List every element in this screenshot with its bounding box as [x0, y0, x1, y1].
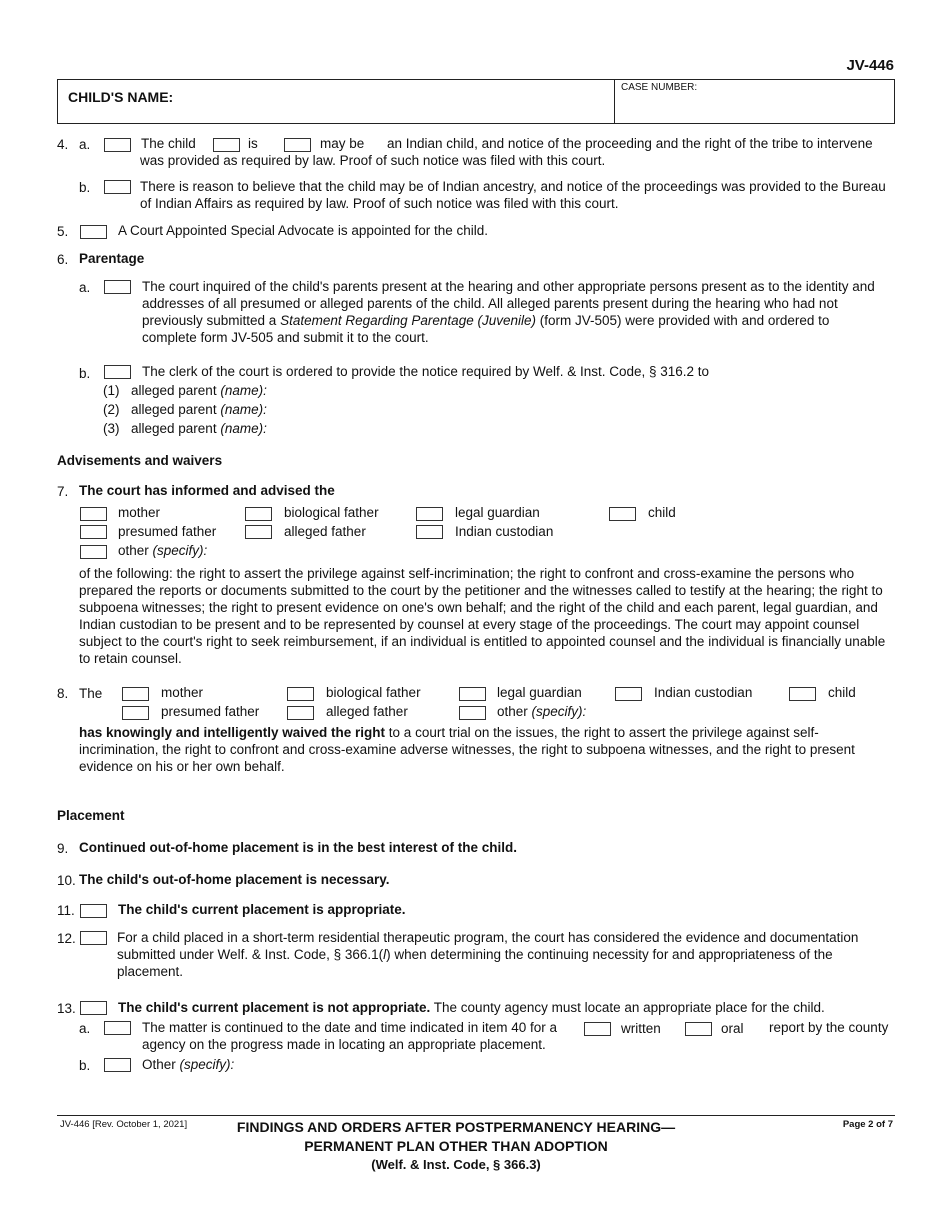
item8-mother-label: mother: [161, 685, 204, 700]
item9-number: 9.: [57, 841, 69, 856]
item13-number: 13.: [57, 1001, 76, 1016]
item6a-label: a.: [79, 280, 91, 295]
parent3-label: [131, 421, 267, 436]
item4a-is-text: is: [248, 136, 258, 151]
item10-number: 10.: [57, 873, 76, 888]
item13b-text: [142, 1057, 234, 1072]
item7-child-label: child: [648, 505, 676, 520]
item8-other-label: [497, 704, 586, 719]
item4b-checkbox[interactable]: [104, 180, 131, 194]
item6a-text-part1: The court inquired of the child's parents present at the hearing and other appropriate persons present as to the identity and addresses of all presumed or alleged parents of the child. All alleged parents present during the hearing who had not previously submitted a: [142, 279, 875, 328]
footer-title-line2: PERMANENT PLAN OTHER THAN ADOPTION: [304, 1138, 608, 1154]
item12-text-part1: For a child placed in a short-term residential therapeutic program, the court has considered the evidence and documentation submitted under Welf. & Inst. Code, § 366.1(: [117, 930, 859, 962]
item13-checkbox[interactable]: [80, 1001, 107, 1015]
item4a-checkbox[interactable]: [104, 138, 131, 152]
item13-rest: The county agency must locate an appropriate place for the child.: [430, 1000, 825, 1015]
item13a-oral-label: oral: [721, 1021, 744, 1036]
item6a-form-title: Statement Regarding Parentage (Juvenile): [280, 313, 536, 328]
item4a-maybe-checkbox[interactable]: [284, 138, 311, 152]
item8-other-checkbox[interactable]: [459, 706, 486, 720]
item13-bold: The child's current placement is not appropriate.: [118, 1000, 431, 1015]
parent2-number: (2): [103, 402, 120, 417]
item6-title: Parentage: [79, 251, 145, 266]
item7-mother-label: mother: [118, 505, 161, 520]
item13a-checkbox[interactable]: [104, 1021, 131, 1035]
item7-bio-father-label: biological father: [284, 505, 379, 520]
item8-custodian-checkbox[interactable]: [615, 687, 642, 701]
item4a-maybe-text: may be: [320, 136, 365, 151]
item8-waived: has knowingly and intelligently waived the right: [79, 725, 386, 740]
footer-title-line3: (Welf. & Inst. Code, § 366.3): [371, 1157, 541, 1172]
item7-guardian-label: legal guardian: [455, 505, 540, 520]
item7-title: The court has informed and advised the: [79, 483, 335, 498]
item7-body: of the following: the right to assert the privilege against self-incrimination; the right to confront and cross-examine the persons who prepared the reports or documents submitted to the court by the petitioner and the witnesses called to testify at the hearing; the right to subpoena witnesses; the right to present evidence on one's own behalf; and the right of the child and each parent, legal guardian, and Indian custodian to be present and to be represented by counsel at every stage of the proceedings. The court may appoint counsel subject to the court's right to seek reimbursement, if an individual is entitled to appointed counsel and the individual is financially unable to retain counsel.: [79, 566, 886, 666]
parent1-name: (name):: [220, 383, 267, 398]
item8-other-specify: (specify):: [531, 704, 587, 719]
item8-presumed-label: presumed father: [161, 704, 260, 719]
item10-text: The child's out-of-home placement is necessary.: [79, 872, 390, 887]
item11-checkbox[interactable]: [80, 904, 107, 918]
item8-bio-father-checkbox[interactable]: [287, 687, 314, 701]
item8-alleged-checkbox[interactable]: [287, 706, 314, 720]
item8-child-checkbox[interactable]: [789, 687, 816, 701]
form-id: JV-446: [846, 57, 894, 74]
item4a-child-text: The child: [141, 136, 196, 151]
item7-mother-checkbox[interactable]: [80, 507, 107, 521]
item13a-text: The matter is continued to the date and time indicated in item 40 for a: [142, 1020, 557, 1035]
item7-alleged-label: alleged father: [284, 524, 366, 539]
item12-subsection: l: [383, 947, 387, 962]
item7-bio-father-checkbox[interactable]: [245, 507, 272, 521]
item7-custodian-label: Indian custodian: [455, 524, 554, 539]
parent1-number: (1): [103, 383, 120, 398]
item8-guardian-checkbox[interactable]: [459, 687, 486, 701]
item5-checkbox[interactable]: [80, 225, 107, 239]
item13b-other: Other: [142, 1057, 176, 1072]
item13b-specify: (specify):: [179, 1057, 235, 1072]
item12-text: [117, 929, 892, 980]
item12-checkbox[interactable]: [80, 931, 107, 945]
item8-mother-checkbox[interactable]: [122, 687, 149, 701]
item13-text: [118, 1000, 825, 1015]
item8-custodian-label: Indian custodian: [654, 685, 753, 700]
item7-presumed-label: presumed father: [118, 524, 217, 539]
item4b-label: b.: [79, 180, 91, 195]
item9-text: Continued out-of-home placement is in the best interest of the child.: [79, 840, 518, 855]
item13a-text-line2: agency on the progress made in locating an appropriate placement.: [142, 1037, 546, 1052]
item4b-text: There is reason to believe that the child may be of Indian ancestry, and notice of the proceedings was provided to the Bureau of Indian Affairs as required by law. Proof of such notice was filed with this court.: [140, 179, 886, 211]
header-box: [57, 79, 895, 124]
item4-number: 4.: [57, 137, 69, 152]
item4a-text-line2: was provided as required by law. Proof of such notice was filed with this court.: [140, 153, 606, 168]
advisements-heading: Advisements and waivers: [57, 453, 223, 468]
item4a-is-checkbox[interactable]: [213, 138, 240, 152]
item8-alleged-label: alleged father: [326, 704, 408, 719]
item13a-written-checkbox[interactable]: [584, 1022, 611, 1036]
item4a-text-line1: an Indian child, and notice of the proceeding and the right of the tribe to intervene: [387, 136, 873, 151]
item6a-text-part2: (form JV-505) were provided with and ordered to complete form JV-505 and submit it to the court.: [142, 313, 830, 345]
case-number-label: CASE NUMBER:: [621, 82, 698, 93]
item7-other-specify: (specify):: [152, 543, 208, 558]
item13b-checkbox[interactable]: [104, 1058, 131, 1072]
parent3-text: alleged parent: [131, 421, 217, 436]
item5-number: 5.: [57, 224, 69, 239]
item7-guardian-checkbox[interactable]: [416, 507, 443, 521]
item13a-oral-checkbox[interactable]: [685, 1022, 712, 1036]
item11-text: The child's current placement is appropriate.: [118, 902, 406, 917]
parent2-text: alleged parent: [131, 402, 217, 417]
item7-presumed-checkbox[interactable]: [80, 525, 107, 539]
item13a-label: a.: [79, 1021, 91, 1036]
item6-number: 6.: [57, 252, 69, 267]
item6a-checkbox[interactable]: [104, 280, 131, 294]
footer-page-number: Page 2 of 7: [842, 1119, 893, 1130]
item8-guardian-label: legal guardian: [497, 685, 582, 700]
item7-other-label: [118, 543, 207, 558]
item8-body: [79, 724, 895, 775]
item12-text-part2: ) when determining the continuing necessity for and appropriateness of the placement.: [117, 947, 833, 979]
header-divider: [614, 79, 615, 124]
item8-bio-father-label: biological father: [326, 685, 421, 700]
footer-rule: [57, 1115, 895, 1116]
item12-number: 12.: [57, 931, 76, 946]
item8-body-rest: to a court trial on the issues, the right to assert the privilege against self-incrimination, the right to confront and cross-examine adverse witnesses, the right to subpoena witnesses, and the right to present evidence on his or her own behalf.: [79, 725, 855, 774]
item8-child-label: child: [828, 685, 856, 700]
parent2-label: [131, 402, 267, 417]
item7-other-text: other: [118, 543, 149, 558]
item13b-label: b.: [79, 1058, 91, 1073]
item7-other-checkbox[interactable]: [80, 545, 107, 559]
parent3-name: (name):: [220, 421, 267, 436]
item6b-text: The clerk of the court is ordered to provide the notice required by Welf. & Inst. Code, § 316.2 to: [142, 364, 710, 379]
item8-the: The: [79, 686, 103, 701]
item7-custodian-checkbox[interactable]: [416, 525, 443, 539]
parent1-label: [131, 383, 267, 398]
item4a-label: a.: [79, 137, 91, 152]
child-name-label: CHILD'S NAME:: [68, 89, 174, 105]
item11-number: 11.: [57, 903, 75, 918]
footer-revision: JV-446 [Rev. October 1, 2021]: [60, 1119, 188, 1130]
item6a-text: [142, 278, 887, 346]
item13a-report-label: report by the county: [769, 1020, 889, 1035]
item6b-label: b.: [79, 366, 91, 381]
item7-number: 7.: [57, 484, 69, 499]
item7-child-checkbox[interactable]: [609, 507, 636, 521]
item8-presumed-checkbox[interactable]: [122, 706, 149, 720]
item6b-checkbox[interactable]: [104, 365, 131, 379]
item8-other-text: other: [497, 704, 528, 719]
item7-alleged-checkbox[interactable]: [245, 525, 272, 539]
item5-text: A Court Appointed Special Advocate is appointed for the child.: [118, 223, 488, 238]
item13a-written-label: written: [621, 1021, 661, 1036]
parent2-name: (name):: [220, 402, 267, 417]
item8-number: 8.: [57, 686, 69, 701]
footer-title-line1: FINDINGS AND ORDERS AFTER POSTPERMANENCY HEARING—: [236, 1119, 676, 1135]
parent1-text: alleged parent: [131, 383, 217, 398]
parent3-number: (3): [103, 421, 120, 436]
placement-heading: Placement: [57, 808, 125, 823]
